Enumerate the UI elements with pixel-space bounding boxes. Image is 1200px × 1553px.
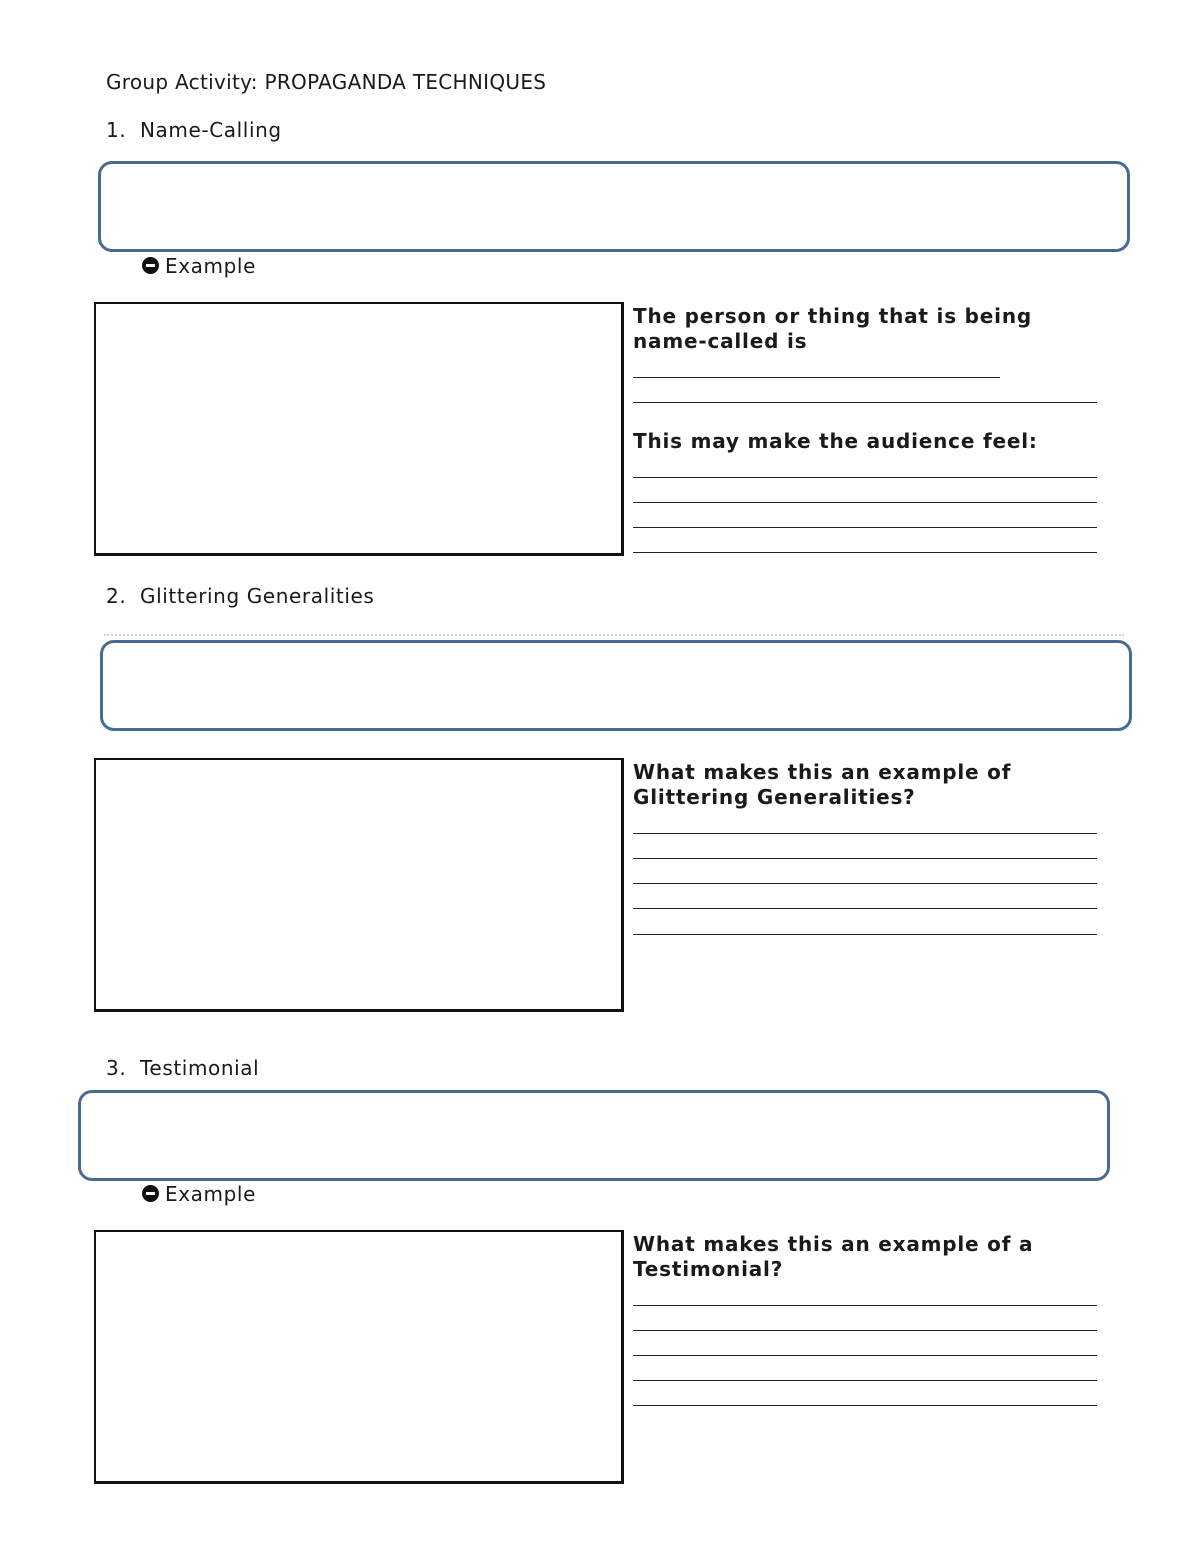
answer-line[interactable] [633, 833, 1097, 834]
definition-box-glittering-generalities[interactable] [100, 640, 1132, 731]
example-label-text: Example [165, 1182, 256, 1206]
answer-line[interactable] [633, 1305, 1097, 1306]
example-image-box-glittering-generalities[interactable] [94, 758, 624, 1012]
answer-line[interactable] [633, 377, 1000, 378]
prompt-testimonial: What makes this an example of a Testimonial? [633, 1232, 1034, 1281]
page-title: Group Activity: PROPAGANDA TECHNIQUES [106, 70, 547, 94]
prompt-name-called: The person or thing that is being name-called is [633, 304, 1032, 353]
definition-box-testimonial[interactable] [78, 1090, 1110, 1181]
definition-box-name-calling[interactable] [98, 161, 1130, 252]
example-label-text: Example [165, 254, 256, 278]
section-number: 3. [106, 1056, 127, 1080]
answer-line[interactable] [633, 527, 1097, 528]
answer-line[interactable] [633, 1355, 1097, 1356]
answer-line[interactable] [633, 552, 1097, 553]
faint-hidden-text-line [104, 634, 1124, 636]
answer-line[interactable] [633, 883, 1097, 884]
bullet-icon [142, 1185, 159, 1202]
answer-line[interactable] [633, 402, 1097, 403]
prompt-audience-feel: This may make the audience feel: [633, 429, 1038, 453]
example-label-testimonial [142, 1182, 256, 1206]
answer-line[interactable] [633, 1380, 1097, 1381]
section-title: Glittering Generalities [140, 584, 375, 608]
example-label-name-calling [142, 254, 256, 278]
section-title: Testimonial [140, 1056, 260, 1080]
example-image-box-name-calling[interactable] [94, 302, 624, 556]
answer-line[interactable] [633, 1330, 1097, 1331]
answer-line[interactable] [633, 477, 1097, 478]
section-heading-testimonial [106, 1056, 259, 1080]
prompt-glittering-generalities: What makes this an example of Glittering Generalities? [633, 760, 1012, 809]
section-number: 1. [106, 118, 127, 142]
answer-line[interactable] [633, 502, 1097, 503]
example-image-box-testimonial[interactable] [94, 1230, 624, 1484]
section-heading-glittering-generalities [106, 584, 374, 608]
bullet-icon [142, 257, 159, 274]
answer-line[interactable] [633, 934, 1097, 935]
answer-line[interactable] [633, 858, 1097, 859]
answer-line[interactable] [633, 1405, 1097, 1406]
section-number: 2. [106, 584, 127, 608]
section-heading-name-calling [106, 118, 282, 142]
section-title: Name-Calling [140, 118, 282, 142]
answer-line[interactable] [633, 908, 1097, 909]
